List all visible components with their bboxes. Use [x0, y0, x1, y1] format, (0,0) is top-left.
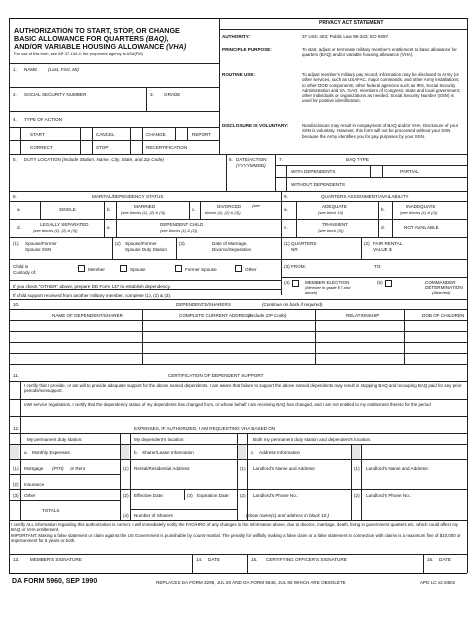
- important-notice-text: IMPORTANT: Making a false statement or claim against the US Government is punishable by courts-martial. The penalty for willfully making a false claim or a false statement in connection with claims is a maximum fine of $10,000 or imprisonment for 5 years or both.: [11, 533, 461, 544]
- duty-location-label: DUTY LOCATION: [24, 157, 61, 162]
- dependents-hint: (Continue on back if required): [262, 302, 323, 307]
- block2-num: 2.: [13, 92, 17, 97]
- rule: [9, 331, 467, 332]
- certification-support-label: CERTIFICATION OF DEPENDENT SUPPORT: [168, 373, 264, 378]
- action-stop-checkbox[interactable]: [81, 141, 91, 153]
- status-married-hint: (see blocks (1), (2) & (3)): [121, 210, 166, 215]
- dependent-relationship-input[interactable]: [316, 321, 403, 330]
- action-recert-checkbox[interactable]: [131, 141, 141, 153]
- member-election-hint-2: above): [305, 290, 318, 295]
- block10-num: 10.: [13, 302, 20, 307]
- rule: [192, 554, 193, 573]
- rental-address-num: (1): [123, 466, 129, 471]
- status-b-letter: b.: [107, 207, 111, 212]
- rule: [315, 309, 316, 364]
- baq-without-dependents-checkbox[interactable]: [276, 178, 285, 190]
- insurance-label: Insurance: [24, 482, 45, 487]
- block3-num: 3.: [150, 92, 154, 97]
- quarters-adequate-label: ADEQUATE: [322, 204, 347, 209]
- block11-num: 11.: [13, 373, 20, 378]
- rule: [9, 364, 467, 365]
- b2-num: (2): [115, 241, 121, 246]
- rule: [9, 201, 467, 202]
- title-line2-abbr: (BAQ),: [145, 34, 169, 43]
- privacy-divider: [219, 18, 220, 154]
- name-label: NAME: [24, 67, 38, 72]
- rule: [281, 191, 282, 295]
- status-divorced-hint-b: blocks (1), (2) & (3)): [205, 210, 241, 215]
- status-a-letter: a.: [17, 207, 21, 212]
- certify-change-text: IAW service regulations, I certify that the dependency status of my dependents has changed from, or whose behalf I am receiving BAQ has changed, and I am not entitled to my entitlement thereto for the period: [24, 402, 431, 407]
- block4-num: 4.: [13, 117, 17, 122]
- baq-partial-checkbox[interactable]: [371, 166, 381, 176]
- sharers-num: (4): [123, 513, 129, 518]
- monthly-expenses-label: Monthly Expenses:: [32, 450, 71, 455]
- quarters-to-label: TO:: [374, 264, 382, 269]
- number-of-sharers-label: Number of Sharers: [134, 513, 173, 518]
- effective-date-label: Effective Date:: [134, 493, 164, 498]
- custody-former-spouse-checkbox[interactable]: [175, 265, 182, 272]
- rule: [247, 433, 248, 444]
- q1-num: (1): [284, 241, 290, 246]
- action-report-label: REPORT: [192, 132, 212, 137]
- member-election-label: MEMBER ELECTION: [305, 280, 350, 285]
- status-c-letter: c.: [192, 207, 196, 212]
- col-address-header: COMPLETE CURRENT ADDRESS: [179, 313, 252, 318]
- action-start-label: START: [30, 132, 45, 137]
- rule: [40, 201, 41, 219]
- officer-date-field[interactable]: [427, 563, 465, 572]
- status-married-label: MARRIED: [134, 204, 156, 209]
- rule: [275, 177, 467, 178]
- landlord-phone2-num: (2): [354, 493, 360, 498]
- block7-num: 7.: [279, 157, 283, 162]
- q3-num: (3): [284, 264, 290, 269]
- block13-num: 13.: [13, 557, 20, 562]
- ssn-label: SOCIAL SECURITY NUMBER: [24, 92, 87, 97]
- rule: [92, 127, 93, 154]
- action-start-checkbox[interactable]: [10, 128, 19, 139]
- shaded-cell: [238, 445, 246, 459]
- rule: [361, 237, 362, 259]
- dependent-address-input[interactable]: [143, 321, 314, 330]
- landlord-phone-label: Landlord's Phone No.:: [253, 493, 299, 498]
- quarters-inadequate-hint: (see blocks (1) & (2)): [400, 210, 438, 215]
- rule: [9, 87, 219, 88]
- marital-status-label: MARITAL/DEPENDENCY STATUS: [92, 194, 164, 199]
- child-support-note: If child support received from another military member, complete (1), (2) & (3).: [13, 293, 172, 298]
- rule: [9, 399, 467, 400]
- marriage-date-label-2: Divorce/Separation: [212, 247, 252, 252]
- status-child-label: DEPENDENT CHILD: [160, 222, 204, 227]
- quarters-adequate-hint: (see block 10): [318, 210, 344, 215]
- block1-num: 1.: [13, 67, 17, 72]
- form-number: DA FORM 5960, SEP 1990: [12, 578, 98, 585]
- commander-label-2: DETERMINATION: [425, 285, 463, 290]
- shaded-cell: [352, 445, 360, 459]
- routine-use-text: To adjust member's military pay record, information may be disclosed to Army (or other services, such as USAFAC, major commands, and other Army installations; to other DOD components; other federal agencies such as IRS, Social Security Administration and VA, GAO, members of Congress; State and local government; other individuals or organizations as needed. Social Security Number (SSN) is used for positive identification.: [302, 72, 461, 104]
- quarters-c-letter: c.: [284, 225, 288, 230]
- rule: [382, 165, 383, 177]
- shaded-cell: [121, 445, 129, 459]
- disclosure-label: DISCLOSURE IS VOLUNTARY:: [222, 123, 289, 128]
- rule: [9, 63, 219, 64]
- col-dob-header: DOB OF CHILDREN: [422, 313, 465, 318]
- expiration-date-num: (3): [187, 493, 193, 498]
- commander-hint: (Attached): [432, 290, 451, 295]
- rule: [9, 309, 467, 310]
- marriage-date-label-1: Date of Marriage,: [212, 241, 248, 246]
- vha-duty-station-checkbox[interactable]: [10, 434, 19, 443]
- rule: [423, 554, 424, 573]
- baq-type-label: BAQ TYPE: [346, 157, 369, 162]
- rule: [20, 381, 21, 433]
- rule: [9, 500, 121, 501]
- principle-purpose-text: To start, adjust or terminate military member's entitlement to basic allowance for quarters (BAQ) and/or variable housing allowance (VHA).: [302, 47, 457, 58]
- rule: [9, 280, 281, 281]
- title-line3-text: AND/OR VARIABLE HOUSING ALLOWANCE: [14, 42, 167, 51]
- action-correct-checkbox[interactable]: [10, 141, 19, 153]
- col-relationship-header: RELATIONSHIP: [346, 313, 380, 318]
- rule: [112, 237, 113, 259]
- landlord-name-num: (1): [240, 466, 246, 471]
- expenses-a-letter: a.: [24, 450, 28, 455]
- form-title-line3: [14, 43, 186, 51]
- other-dependency-note: If you check "OTHER" above, prepare DD Form 137 to establish dependency.: [13, 284, 171, 289]
- rule: [130, 433, 131, 444]
- rule: [20, 127, 21, 154]
- date-action-input[interactable]: [229, 171, 273, 189]
- quarters-assignment-label: QUARTERS ASSIGNMENT/AVAILABILITY: [321, 194, 409, 199]
- certifying-officer-signature-field[interactable]: [251, 563, 420, 572]
- final-certification-text: I certify ALL information regarding this authorization is correct. I will immediately notify the FAO/HRO of any changes in the information above, due to divorce, marriage, death, living in government quarters etc. which could affect my BAQ or VHA entitlement.: [11, 522, 459, 533]
- vha-both-checkbox[interactable]: [238, 434, 246, 443]
- member-date-label: DATE: [208, 557, 220, 562]
- rule: [9, 520, 467, 521]
- action-report-checkbox[interactable]: [176, 128, 186, 139]
- quarters-d-letter: d.: [381, 225, 385, 230]
- status-legal-label: LEGALLY SEPARATED: [40, 222, 89, 227]
- landlord-phone2-label: Landlord's Phone No.:: [366, 493, 412, 498]
- status-divorced-label: DIVORCED: [217, 204, 242, 209]
- vha-dependent-location-label: My dependent's location:: [134, 437, 185, 442]
- status-single-label: SINGLE: [59, 207, 76, 212]
- commander-num: (5): [377, 280, 383, 285]
- date-action-hint: (YYYYMMDD): [236, 163, 266, 168]
- totals-label: TOTALS: [42, 508, 60, 513]
- rule: [146, 87, 147, 111]
- spouse-ssn-input[interactable]: [60, 241, 110, 257]
- rule: [9, 342, 467, 343]
- rule: [9, 554, 467, 555]
- action-stop-label: STOP: [96, 145, 109, 150]
- landlord-name2-num: (1): [354, 466, 360, 471]
- action-recert-label: RECERTIFICATION: [146, 145, 188, 150]
- rule: [9, 289, 281, 290]
- shaded-cell: [10, 445, 19, 459]
- authority-text: 37 USC 403; Public Law 96-343; EO 9397.: [302, 34, 390, 39]
- status-e-letter: e.: [107, 225, 111, 230]
- rule: [9, 111, 219, 112]
- q2-num: (2): [364, 241, 370, 246]
- rule: [281, 237, 467, 238]
- left-border: [9, 18, 10, 573]
- custody-member-checkbox[interactable]: [78, 265, 85, 272]
- rule: [9, 237, 281, 238]
- spouse-ssn-label-1: Spouse/Former: [25, 241, 57, 246]
- rule: [9, 353, 467, 354]
- ssn-input[interactable]: [24, 99, 142, 109]
- rule: [9, 299, 467, 300]
- duty-location-hint: (Include Station, Name, City, State, and Zip Code): [62, 157, 164, 162]
- action-correct-label: CORRECT: [30, 145, 53, 150]
- officer-date-label: DATE: [439, 557, 451, 562]
- expense-2-num: (2): [13, 482, 19, 487]
- rule: [142, 127, 143, 154]
- member-election-hint-1: (Member in grade E7 and: [305, 285, 351, 290]
- rule: [281, 259, 467, 260]
- custody-other-label: Other: [245, 267, 257, 272]
- certify-support-checkbox[interactable]: [10, 382, 19, 399]
- rule: [281, 219, 467, 220]
- rule: [404, 309, 405, 364]
- fair-rental-label-1: FAIR RENTAL: [373, 241, 403, 246]
- rule: [226, 154, 227, 191]
- dependents-label: DEPENDENTS/SHARERS: [176, 302, 231, 307]
- rule: [9, 489, 467, 490]
- block12-num: 12.: [13, 426, 20, 431]
- privacy-act-title: PRIVACY ACT STATEMENT: [319, 20, 384, 26]
- dependent-name-input[interactable]: [10, 321, 141, 330]
- expenses-c-letter: c.: [251, 450, 255, 455]
- col-address-hint: (Include ZIP Code): [248, 313, 287, 318]
- top-border: [9, 18, 467, 19]
- block15-num: 15.: [251, 557, 258, 562]
- col-name-header: NAME OF DEPENDENT/SHARER: [52, 313, 123, 318]
- block14-num: 14.: [196, 557, 203, 562]
- quarters-transient-label: TRANSIENT: [322, 222, 349, 227]
- member-date-field[interactable]: [196, 563, 244, 572]
- mortgage-rent: or Rent: [70, 466, 86, 471]
- expense-3-num: (3): [13, 493, 19, 498]
- quarters-b-letter: b.: [381, 207, 385, 212]
- landlord-phone-num: (2): [240, 493, 246, 498]
- mortgage-label: Mortgage: [24, 466, 44, 471]
- status-legal-hint: (see blocks (1), (2) & (3)): [33, 228, 78, 233]
- landlord-name2-label: Landlord's Name and Address:: [366, 466, 429, 471]
- right-border: [467, 18, 468, 573]
- quarters-inadequate-label: INADEQUATE: [406, 204, 436, 209]
- rule: [20, 444, 21, 520]
- type-of-action-label: TYPE OF ACTION: [24, 117, 63, 122]
- other-expense-label: Other: [24, 493, 36, 498]
- rule: [9, 154, 467, 155]
- block16-num: 16.: [427, 557, 434, 562]
- rule: [247, 444, 248, 520]
- custody-former-spouse-label: Former Spouse: [185, 267, 217, 272]
- status-child-hint: (see blocks (1) & (2)): [160, 228, 198, 233]
- baq-partial-label: PARTIAL: [400, 169, 419, 174]
- rule: [9, 381, 467, 382]
- certify-support-text: I certify that I provide, or am will to provide adequate support for the above named dependents. I am aware that failure to support the above named dependents may result in stopping BAQ and recouping BAQ paid for any prior periods/nonsupport.: [24, 383, 462, 394]
- mortgage-piti: (PITI): [52, 466, 64, 471]
- baq-with-dependents-label: WITH DEPENDENTS: [291, 169, 336, 174]
- rule: [184, 489, 185, 500]
- rule: [142, 309, 143, 364]
- certifying-officer-signature-label: CERTIFYING OFFICER'S SIGNATURE: [266, 557, 347, 562]
- title-line3-abbr: (VHA): [166, 42, 187, 51]
- rental-address-label: Rental/Residential Address:: [134, 466, 191, 471]
- authority-label: AUTHORITY:: [222, 34, 250, 39]
- custody-member-label: Member: [88, 267, 105, 272]
- expense-1-num: (1): [13, 466, 19, 471]
- rule: [247, 554, 248, 573]
- custody-other-checkbox[interactable]: [235, 265, 242, 272]
- status-divorced-hint-a: (see: [252, 203, 260, 208]
- routine-use-label: ROUTINE USE:: [222, 72, 255, 77]
- vha-request-label: EXPENSES, IF AUTHORIZED, I AM REQUESTING VHA BASED ON: [134, 426, 276, 431]
- rule: [20, 433, 21, 444]
- commander-label-1: COMMANDER: [425, 280, 456, 285]
- dependent-dob-input[interactable]: [405, 321, 466, 330]
- fair-rental-label-2: VALUE $: [373, 247, 392, 252]
- rule: [9, 459, 467, 460]
- block6-num: 6.: [229, 157, 233, 162]
- form-title-line1: AUTHORIZATION TO START, STOP, OR CHANGE: [14, 26, 180, 35]
- rule: [9, 219, 281, 220]
- block5-num: 5.: [13, 157, 17, 162]
- spouse-duty-label-2: Spouse Duty Station: [125, 247, 167, 252]
- block9-num: 9.: [284, 194, 288, 199]
- member-signature-label: MEMBER'S SIGNATURE: [30, 557, 82, 562]
- spouse-ssn-label-2: Spouse SSN: [25, 247, 52, 252]
- rule: [9, 191, 467, 192]
- expiration-date-label: Expiration Date:: [197, 493, 230, 498]
- replaces-note: REPLACES DA FORM 3298, JUL 80 AND DA FORM 5545, JUL 86 WHICH ARE OBSOLETE: [156, 580, 346, 585]
- quarters-transient-checkbox[interactable]: [287, 220, 295, 236]
- quarters-a-letter: a.: [284, 207, 288, 212]
- quarters-not-available-label: NOT AVAILABLE: [404, 225, 439, 230]
- rule: [9, 416, 467, 417]
- expenses-b-letter: b.: [134, 450, 138, 455]
- disclosure-text: Nondisclosure may result in nonpayment of BAQ and/or VHA. Disclosure of your SSN is voluntary. However, this form will not be processed without your SSN because the Army identifies you for pay purposes by your SSN.: [302, 123, 459, 139]
- rule: [187, 127, 188, 140]
- quarters-adequate-checkbox[interactable]: [287, 202, 295, 218]
- custody-label-b: Custody of:: [13, 270, 37, 275]
- commander-determination-checkbox[interactable]: [385, 280, 392, 287]
- vha-dependent-location-checkbox[interactable]: [121, 434, 129, 443]
- member-election-checkbox[interactable]: [292, 280, 299, 287]
- principle-purpose-label: PRINCIPLE PURPOSE:: [222, 47, 272, 52]
- spouse-duty-label-1: Spouse/Former: [125, 241, 157, 246]
- sharer-lease-label: Sharer/Lease Information: [142, 450, 194, 455]
- effective-date-num: (2): [123, 493, 129, 498]
- rule: [9, 474, 121, 475]
- certify-change-checkbox[interactable]: [10, 400, 19, 416]
- baq-with-dependents-checkbox[interactable]: [276, 166, 285, 176]
- b3-num: (3): [179, 241, 185, 246]
- quarters-nr-label-2: NR: [291, 247, 298, 252]
- quarters-nr-label-1: QUARTERS: [291, 241, 317, 246]
- landlord-name-label: Landlord's Name and Address:: [253, 466, 316, 471]
- block8-num: 8.: [13, 194, 17, 199]
- number-of-sharers-hint: (show name(s) and address in block 10.): [246, 513, 329, 518]
- baq-without-dependents-label: WITHOUT DEPENDENTS: [291, 182, 346, 187]
- custody-label-a: Child in: [13, 264, 29, 269]
- name-hint: (Last, First, MI): [48, 67, 79, 72]
- rule: [176, 237, 177, 259]
- vha-duty-station-label: My permanent duty station:: [27, 437, 83, 442]
- quarters-from-label: FROM:: [291, 264, 306, 269]
- rule: [9, 259, 281, 260]
- action-cancel-label: CANCEL: [96, 132, 115, 137]
- address-info-label: Address Information: [259, 450, 301, 455]
- duty-location-input[interactable]: [24, 164, 222, 188]
- rule: [130, 509, 237, 510]
- quarters-transient-hint: (see block (3)): [318, 228, 344, 233]
- rule: [361, 444, 362, 520]
- rule: [281, 277, 467, 278]
- member-election-num: (4): [284, 280, 290, 285]
- grade-label: GRADE: [164, 92, 181, 97]
- privacy-title-rule: [219, 29, 467, 30]
- action-change-checkbox[interactable]: [131, 128, 141, 139]
- status-d-letter: d.: [17, 225, 21, 230]
- status-single-checkbox[interactable]: [28, 205, 38, 215]
- grade-input[interactable]: [150, 99, 215, 109]
- bottom-border: [9, 573, 467, 574]
- date-action-label: DATE/ACTION: [236, 157, 267, 162]
- form-use-note: For use of this form, see AR 37-104-4; the proponent agency is ASA(FM): [14, 51, 143, 56]
- action-change-label: CHANGE: [146, 132, 166, 137]
- action-cancel-checkbox[interactable]: [81, 128, 91, 139]
- rule: [286, 165, 287, 191]
- title-line2-text: BASIC ALLOWANCE FOR QUARTERS: [14, 34, 146, 43]
- rule: [9, 140, 219, 141]
- custody-spouse-checkbox[interactable]: [120, 265, 127, 272]
- rule: [189, 201, 190, 219]
- b1-num: (1): [13, 241, 19, 246]
- version-note: APD LC v2.04ES: [420, 580, 456, 585]
- vha-both-label: Both my permanent duty station and dependent's location.: [253, 437, 372, 442]
- member-signature-field[interactable]: [13, 563, 189, 572]
- custody-spouse-label: Spouse: [130, 267, 146, 272]
- name-input[interactable]: [24, 75, 214, 85]
